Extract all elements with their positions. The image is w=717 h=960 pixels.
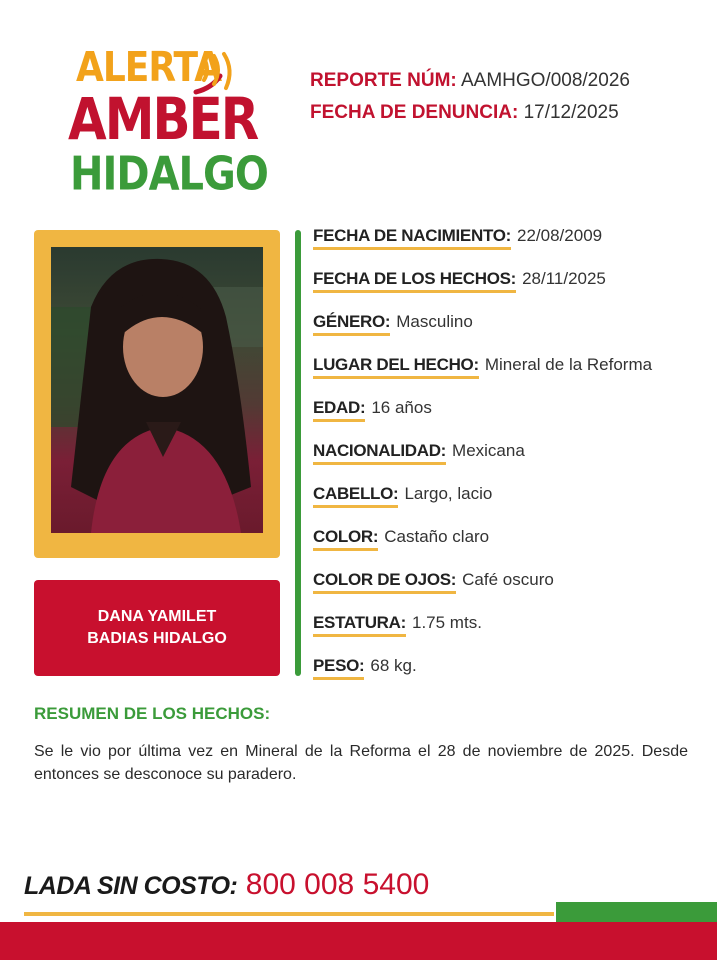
report-date-label: FECHA DE DENUNCIA: [310, 102, 519, 123]
phone-label: LADA SIN COSTO: [24, 872, 238, 900]
toll-free-line [24, 868, 429, 902]
person-name-line1: DANA YAMILET [97, 608, 217, 625]
field-label: EDAD: [313, 398, 365, 422]
person-name-box [34, 580, 280, 676]
summary-text: Se le vio por última vez en Mineral de la Reforma el 28 de noviembre de 2025. Desde entonces se desconoce su paradero. [34, 743, 688, 783]
field-value: 1.75 mts. [412, 613, 482, 632]
signal-waves-icon [190, 48, 250, 108]
phone-number[interactable]: 800 008 5400 [245, 868, 430, 901]
field-value: 28/11/2025 [522, 269, 606, 288]
field-birthdate [313, 226, 713, 269]
footer-stripe-red [0, 922, 717, 960]
field-weight [313, 656, 713, 699]
field-gender [313, 312, 713, 355]
logo-word-alerta: ALERTA [76, 44, 222, 92]
field-location [313, 355, 713, 398]
footer-stripe-yellow [24, 912, 554, 916]
field-value: Café oscuro [462, 570, 554, 589]
field-nationality [313, 441, 713, 484]
field-value: Masculino [396, 312, 473, 331]
field-age [313, 398, 713, 441]
field-label: LUGAR DEL HECHO: [313, 355, 479, 379]
field-label: PESO: [313, 656, 364, 680]
field-label: CABELLO: [313, 484, 398, 508]
report-number-line [310, 70, 630, 102]
report-number-label: REPORTE NÚM: [310, 70, 457, 91]
field-color [313, 527, 713, 570]
portrait-illustration [51, 247, 263, 533]
report-date-line [310, 102, 630, 134]
field-value: 68 kg. [370, 656, 417, 675]
field-label: ESTATURA: [313, 613, 406, 637]
footer-stripe-green [556, 902, 717, 922]
person-details [313, 226, 713, 699]
field-label: NACIONALIDAD: [313, 441, 446, 465]
field-label: GÉNERO: [313, 312, 390, 336]
field-value: 22/08/2009 [517, 226, 603, 245]
report-date-value: 17/12/2025 [523, 102, 619, 123]
field-eye-color [313, 570, 713, 613]
field-hair [313, 484, 713, 527]
field-height [313, 613, 713, 656]
report-number-value: AAMHGO/008/2026 [460, 70, 630, 91]
field-label: FECHA DE NACIMIENTO: [313, 226, 511, 250]
person-name-line2: BADIAS HIDALGO [87, 630, 227, 647]
summary-title: RESUMEN DE LOS HECHOS: [34, 704, 271, 723]
field-label: COLOR DE OJOS: [313, 570, 456, 594]
field-value: Mineral de la Reforma [484, 355, 653, 374]
report-header [310, 70, 630, 134]
field-event-date [313, 269, 713, 312]
field-label: FECHA DE LOS HECHOS: [313, 269, 516, 293]
field-value: Castaño claro [384, 527, 490, 546]
field-label: COLOR: [313, 527, 378, 551]
field-value: 16 años [371, 398, 432, 417]
missing-person-photo [51, 247, 263, 533]
alerta-amber-logo [64, 44, 268, 204]
field-value: Mexicana [452, 441, 525, 460]
green-divider [295, 230, 301, 676]
logo-word-amber: AMBER [68, 86, 258, 153]
photo-frame [34, 230, 280, 558]
field-value: Largo, lacio [404, 484, 493, 503]
logo-word-hidalgo: HIDALGO [70, 148, 268, 201]
